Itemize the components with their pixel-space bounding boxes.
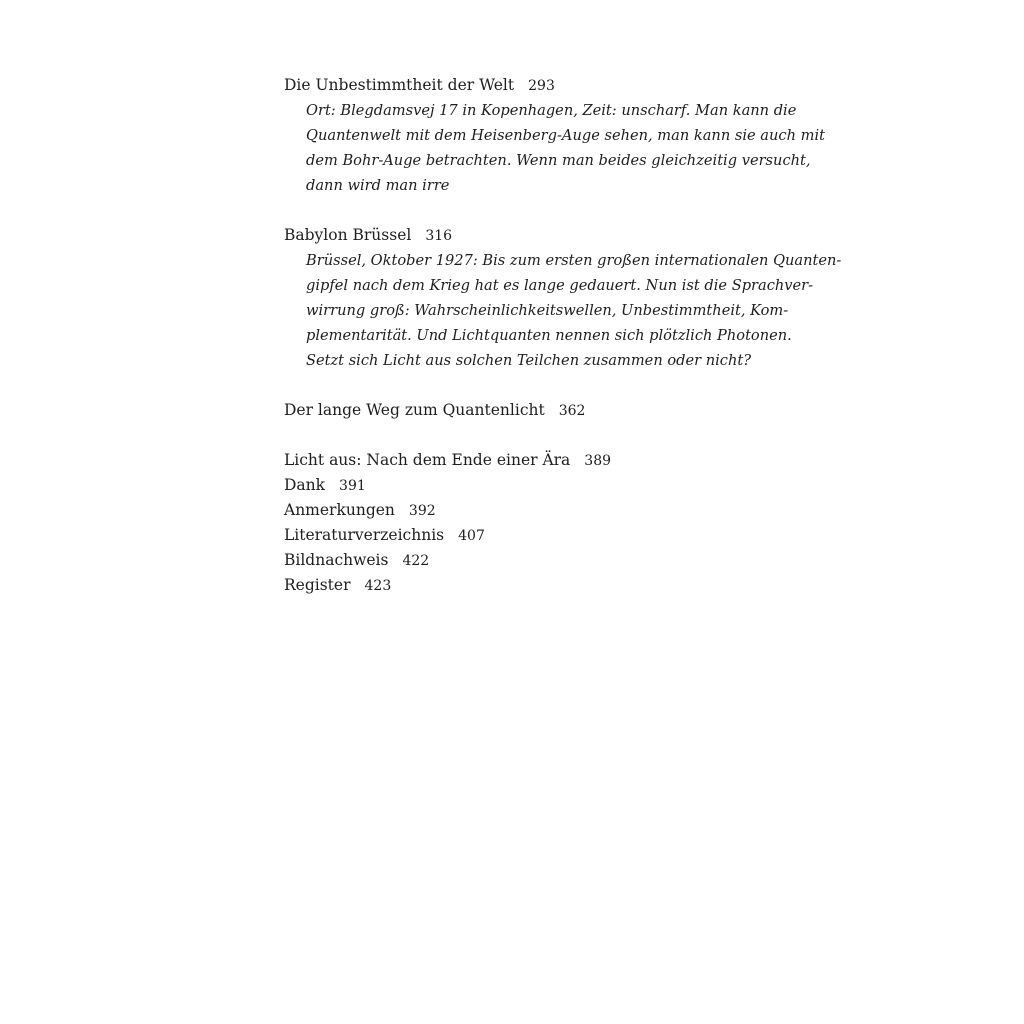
toc-entry [284,398,804,423]
description-line: dann wird man irre [306,177,450,194]
entry-page-number: 392 [408,503,436,519]
entry-page-number: 316 [425,228,453,244]
entry-title: Register [284,576,351,594]
entry-title: Licht aus: Nach dem Ende einer Ära [284,451,571,469]
backmatter-list [284,448,804,598]
entry-heading [284,223,804,248]
entry-title: Dank [284,476,326,494]
backmatter-entry [284,523,804,548]
entry-title: Literaturverzeichnis [284,526,445,544]
entry-title: Babylon Brüssel [284,226,412,244]
toc-entry [284,73,825,198]
backmatter-entry [284,498,804,523]
entry-page-number: 389 [584,453,612,469]
description-line: Setzt sich Licht aus solchen Teilchen zusammen oder nicht? [306,352,752,369]
spacer [284,423,804,448]
backmatter-entry [284,473,804,498]
description-line: Ort: Blegdamsvej 17 in Kopenhagen, Zeit: unscharf. Man kann die [306,102,797,119]
backmatter-entry [284,548,804,573]
description-line: dem Bohr-Auge betrachten. Wenn man beides gleichzeitig versucht, [306,152,811,169]
entry-description [284,248,842,373]
description-line: Quantenwelt mit dem Heisenberg-Auge sehen, man kann sie auch mit [306,127,825,144]
description-line: wirrung groß: Wahrscheinlichkeitswellen, Unbestimmtheit, Kom- [306,302,789,319]
spacer [284,373,804,398]
entry-page-number: 407 [458,528,485,544]
entry-title: Die Unbestimmtheit der Welt [284,76,515,94]
entry-heading [284,398,804,423]
entry-page-number: 391 [339,478,366,494]
backmatter-entry [284,573,804,598]
entry-heading [284,73,804,98]
entry-page-number: 362 [558,403,586,419]
description-line: gipfel nach dem Krieg hat es lange gedauert. Nun ist die Sprachver- [306,277,814,294]
table-of-contents [284,73,842,598]
entry-page-number: 423 [364,578,392,594]
toc-entry [284,223,842,373]
entry-page-number: 422 [402,553,430,569]
spacer [284,198,804,223]
description-line: plementarität. Und Lichtquanten nennen sich plötzlich Photonen. [306,327,792,344]
description-line: Brüssel, Oktober 1927: Bis zum ersten großen internationalen Quanten- [306,252,842,269]
entry-page-number: 293 [528,78,555,94]
entry-title: Bildnachweis [284,551,389,569]
backmatter-entry [284,448,804,473]
entry-title: Der lange Weg zum Quantenlicht [284,401,545,419]
entry-description [284,98,825,198]
entry-title: Anmerkungen [284,501,395,519]
